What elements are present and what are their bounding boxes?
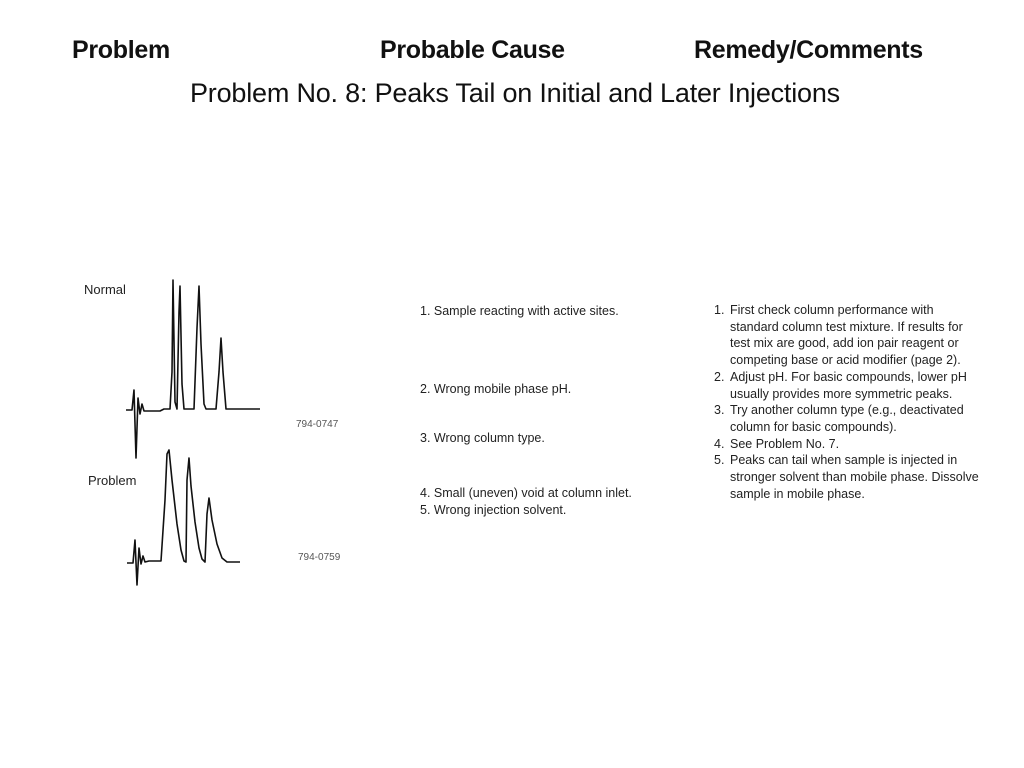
cause-item-4: 4. Small (uneven) void at column inlet. <box>420 486 632 500</box>
normal-chromatogram-trace <box>126 280 260 458</box>
remedy-number: 5. <box>714 453 725 468</box>
header-probable-cause: Probable Cause <box>380 36 565 64</box>
header-problem: Problem <box>72 36 170 64</box>
cause-item-3: 3. Wrong column type. <box>420 431 545 445</box>
cause-item-2: 2. Wrong mobile phase pH. <box>420 382 572 396</box>
problem-chromatogram-code: 794-0759 <box>298 552 341 563</box>
remedy-item-2 <box>714 369 984 402</box>
remedy-item-5 <box>714 452 984 502</box>
problem-chromatogram-trace <box>127 450 240 585</box>
problem-chromatogram <box>125 440 285 590</box>
remedy-item-1 <box>714 302 984 369</box>
remedy-text: Adjust pH. For basic compounds, lower pH usually provides more symmetric peaks. <box>730 369 967 401</box>
remedy-item-3 <box>714 402 984 435</box>
normal-chromatogram <box>120 272 280 462</box>
remedy-number: 2. <box>714 369 725 384</box>
remedy-number: 3. <box>714 403 725 418</box>
cause-item-1: 1. Sample reacting with active sites. <box>420 304 619 318</box>
remedy-text: See Problem No. 7. <box>730 436 840 451</box>
problem-chromatogram-label: Problem <box>88 473 137 488</box>
slide-title: Problem No. 8: Peaks Tail on Initial and Later Injections <box>190 78 840 108</box>
normal-chromatogram-code: 794-0747 <box>296 419 339 430</box>
remedy-text: Peaks can tail when sample is injected in stronger solvent than mobile phase. Dissolve sample in mobile phase. <box>730 453 979 501</box>
remedy-list <box>714 302 984 502</box>
remedy-item-4 <box>714 436 984 453</box>
cause-item-5: 5. Wrong injection solvent. <box>420 503 567 517</box>
remedy-number: 4. <box>714 436 725 451</box>
normal-chromatogram-label: Normal <box>84 282 126 297</box>
remedy-text: Try another column type (e.g., deactivated column for basic compounds). <box>730 403 964 434</box>
remedy-number: 1. <box>714 303 725 317</box>
remedy-text: First check column performance with standard column test mixture. If results for test mix are good, add ion pair reagent or competing base or acid modifier (page 2). <box>730 303 963 368</box>
header-remedy-comments: Remedy/Comments <box>694 36 923 64</box>
